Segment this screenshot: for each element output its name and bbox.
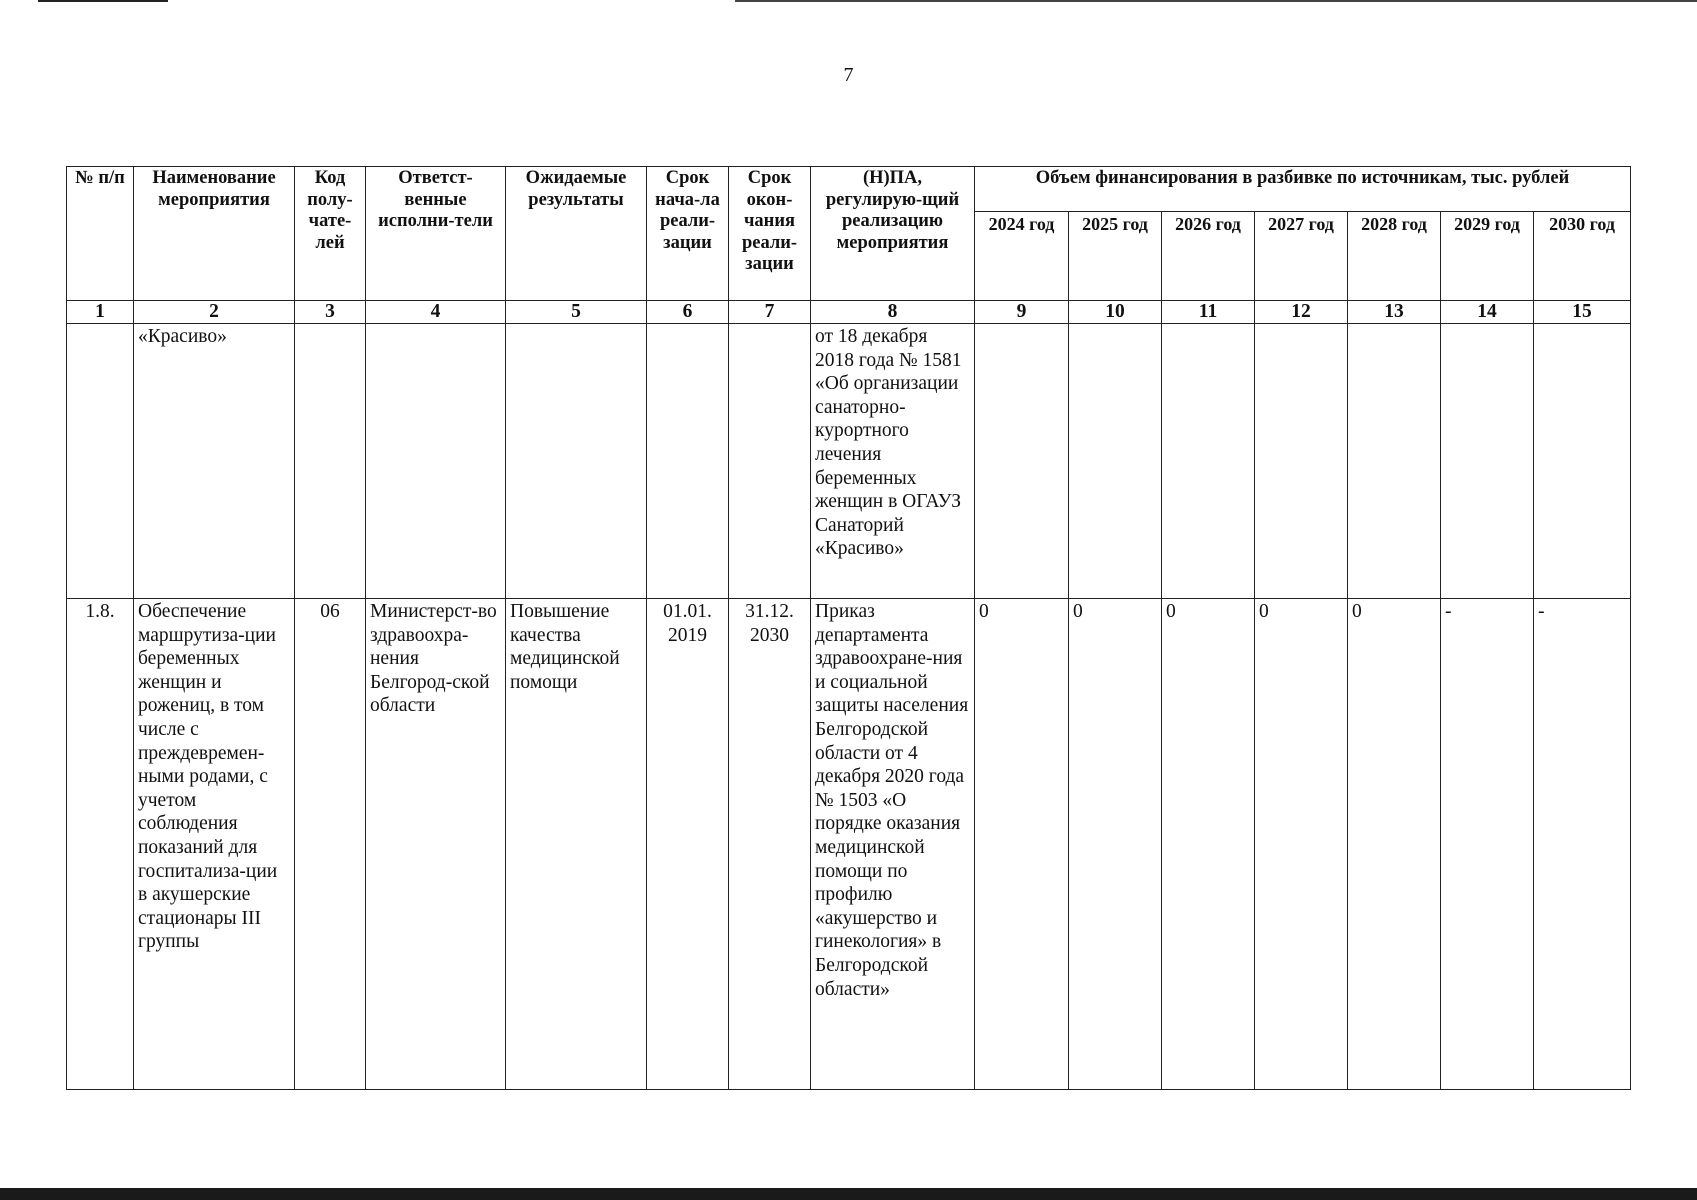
column-number: 5	[506, 301, 647, 324]
header-financing-group: Объем финансирования в разбивке по источникам, тыс. рублей	[975, 167, 1631, 212]
header-npa: (Н)ПА, регулирую-щий реализацию мероприятия	[811, 167, 975, 301]
row-end	[729, 324, 811, 599]
header-year: 2028 год	[1348, 212, 1441, 301]
row-fin-2024	[975, 324, 1069, 599]
column-number: 12	[1255, 301, 1348, 324]
column-number: 14	[1441, 301, 1534, 324]
column-number: 3	[295, 301, 366, 324]
header-year: 2024 год	[975, 212, 1069, 301]
table-row	[67, 324, 1631, 599]
column-number: 4	[366, 301, 506, 324]
row-fin-2030	[1534, 324, 1631, 599]
header-code: Код полу-чате-лей	[295, 167, 366, 301]
row-results	[506, 324, 647, 599]
header-year: 2026 год	[1162, 212, 1255, 301]
column-number: 6	[647, 301, 729, 324]
row-name: «Красиво»	[134, 324, 295, 599]
row-start	[647, 324, 729, 599]
scan-artifact-top-left	[38, 0, 168, 2]
header-end: Срок окон-чания реали-зации	[729, 167, 811, 301]
row-results: Повышение качества медицинской помощи	[506, 599, 647, 1090]
row-fin-2027: 0	[1255, 599, 1348, 1090]
header-name: Наименование мероприятия	[134, 167, 295, 301]
row-responsible: Министерст-во здравоохра-нения Белгород-ской области	[366, 599, 506, 1090]
row-fin-2025: 0	[1069, 599, 1162, 1090]
header-responsible: Ответст-венные исполни-тели	[366, 167, 506, 301]
column-number: 11	[1162, 301, 1255, 324]
row-start: 01.01. 2019	[647, 599, 729, 1090]
row-fin-2026	[1162, 324, 1255, 599]
row-fin-2028: 0	[1348, 599, 1441, 1090]
row-fin-2029	[1441, 324, 1534, 599]
financing-table	[66, 166, 1631, 1090]
row-fin-2026: 0	[1162, 599, 1255, 1090]
header-start: Срок нача-ла реали-зации	[647, 167, 729, 301]
column-number: 13	[1348, 301, 1441, 324]
row-fin-2030: -	[1534, 599, 1631, 1090]
column-numbers-row	[67, 301, 1631, 324]
header-num: № п/п	[67, 167, 134, 301]
scan-artifact-bottom	[0, 1188, 1697, 1200]
row-fin-2024: 0	[975, 599, 1069, 1090]
row-code	[295, 324, 366, 599]
row-npa: от 18 декабря 2018 года № 1581 «Об организации санаторно-курортного лечения беременных женщин в ОГАУЗ Санаторий «Красиво»	[811, 324, 975, 599]
column-number: 15	[1534, 301, 1631, 324]
table-row	[67, 599, 1631, 1090]
row-code: 06	[295, 599, 366, 1090]
column-number: 7	[729, 301, 811, 324]
row-responsible	[366, 324, 506, 599]
row-fin-2028	[1348, 324, 1441, 599]
header-row	[67, 167, 1631, 212]
row-npa: Приказ департамента здравоохране-ния и социальной защиты населения Белгородской области от 4 декабря 2020 года № 1503 «О порядке оказания медицинской помощи по профилю «акушерство и гинекология» в Белгородской области»	[811, 599, 975, 1090]
column-number: 9	[975, 301, 1069, 324]
header-year: 2025 год	[1069, 212, 1162, 301]
column-number: 10	[1069, 301, 1162, 324]
header-year: 2027 год	[1255, 212, 1348, 301]
row-num	[67, 324, 134, 599]
page-number: 7	[843, 64, 854, 86]
row-fin-2025	[1069, 324, 1162, 599]
row-num: 1.8.	[67, 599, 134, 1090]
row-fin-2027	[1255, 324, 1348, 599]
row-fin-2029: -	[1441, 599, 1534, 1090]
row-name: Обеспечение маршрутиза-ции беременных женщин и рожениц, в том числе с преждевремен-ными родами, с учетом соблюдения показаний для госпитализа-ции в акушерские стационары III группы	[134, 599, 295, 1090]
header-year: 2030 год	[1534, 212, 1631, 301]
column-number: 1	[67, 301, 134, 324]
row-end: 31.12. 2030	[729, 599, 811, 1090]
header-year: 2029 год	[1441, 212, 1534, 301]
header-results: Ожидаемые результаты	[506, 167, 647, 301]
column-number: 2	[134, 301, 295, 324]
scan-artifact-top-right	[735, 0, 1697, 2]
column-number: 8	[811, 301, 975, 324]
